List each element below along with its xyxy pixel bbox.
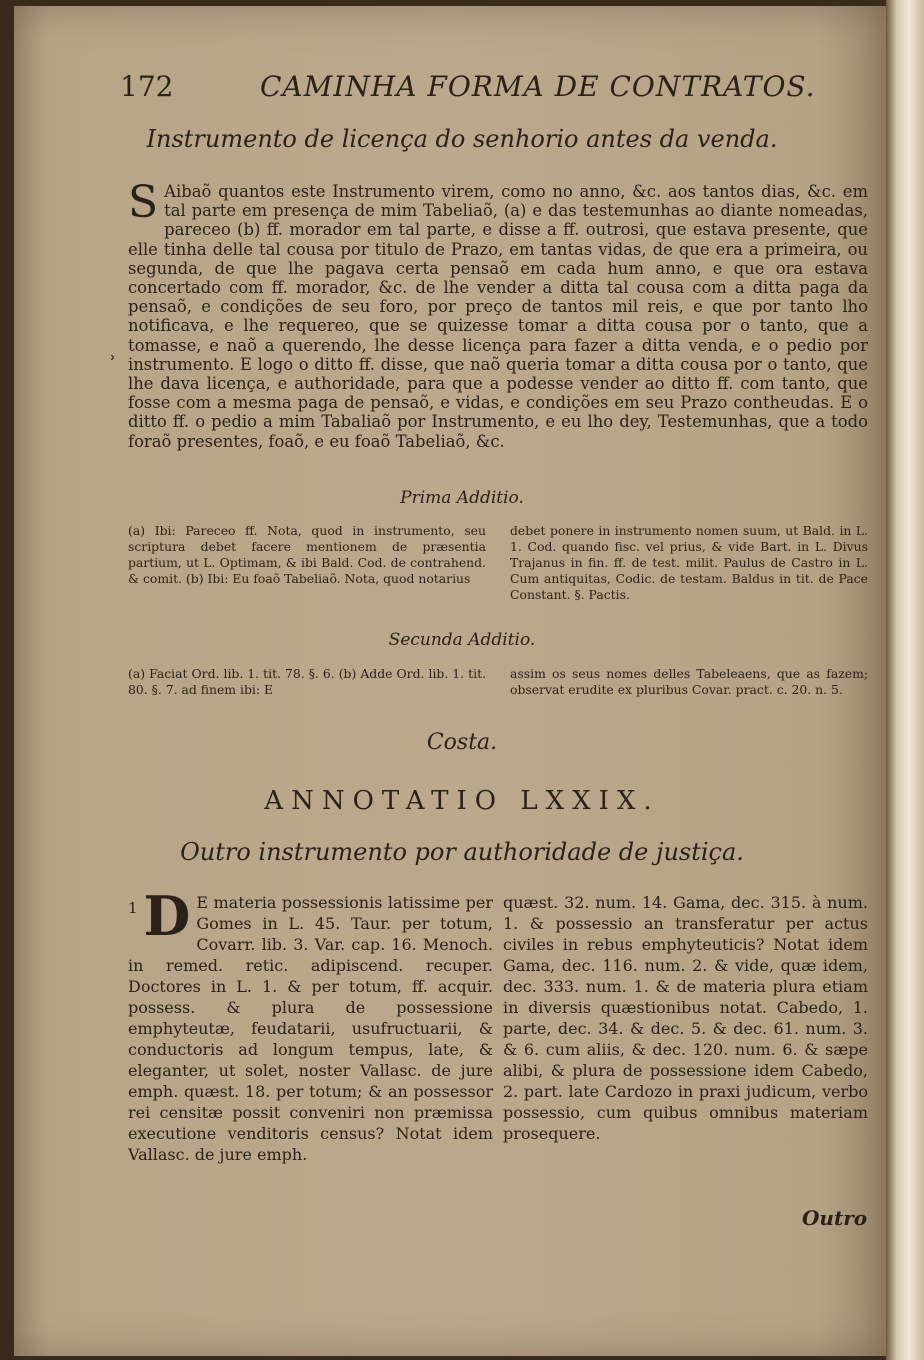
note-column-left: (a) Ibi: Pareceo ff. Nota, quod in instrumento, seu scriptura debet facere mentionem de præsentia partium, ut L. Optimam, & ibi Bald. Cod. de contrahend. & comit. (b) Ibi: Eu foaõ Tabeliaõ. Nota, quod notarius: [128, 523, 486, 586]
drop-capital: S: [128, 177, 159, 228]
annotatio-heading: ANNOTATIO LXXIX.: [264, 786, 660, 816]
drop-capital: D: [143, 884, 191, 948]
note-column-left: (a) Faciat Ord. lib. 1. tit. 78. §. 6. (b) Adde Ord. lib. 1. tit. 80. §. 7. ad finem ibi: E: [128, 666, 486, 697]
page-number: 172: [120, 70, 174, 103]
note-column-right: assim os seus nomes delles Tabeleaens, que as fazem; observat erudite ex pluribus Covar. pract. c. 20. n. 5.: [510, 666, 868, 697]
prima-additio: [128, 523, 868, 603]
annotation-text: [128, 884, 868, 1165]
note-column-right: debet ponere in instrumento nomen suum, ut Bald. in L. 1. Cod. quando fisc. vel prius, & vide Bart. in L. Divus Trajanus in fin. ff. de test. milit. Paulus de Castro in L. Cum antiquitas, Codic. de testam. Baldus in tit. de Pace Constant. §. Pactis.: [510, 523, 868, 602]
page-header: [120, 70, 860, 110]
page-edge: [886, 0, 924, 1360]
catchword: Outro: [802, 1206, 868, 1230]
text-column-right: quæst. 32. num. 14. Gama, dec. 315. à num. 1. & possessio an transferatur per actus civiles in rebus emphyteuticis? Notat idem Gama, dec. 116. num. 2. & vide, quæ idem, dec. 333. num. 1. & de materia plura etiam in diversis quæstionibus notat. Cabedo, 1. parte, dec. 34. & dec. 5. & dec. 61. num. 3. & 6. cum aliis, & dec. 120. num. 6. & sæpe alibi, & plura de possessione idem Cabedo, 2. part. late Cardozo in praxi judicum, verbo possessio, cum quibus omnibus materiam prosequere.: [503, 893, 868, 1143]
column-text: E materia possessionis latissime per Gomes in L. 45. Taur. per totum, Covarr. lib. 3. Var. cap. 16. Menoch. in remed. retic. adipiscend. recuper. Doctores in L. 1. & per totum, ff. acquir. possess. & plura de possessione emphyteutæ, feudatarii, usufructuarii, & conductoris ad longum tempus, late, & eleganter, ut solet, noster Vallasc. de jure emph. quæst. 18. per totum; & an possessor rei censitæ possit conveniri non præmissa executione venditoris census? Notat idem Vallasc. de jure emph.: [128, 893, 493, 1164]
running-head: CAMINHA FORMA DE CONTRATOS.: [260, 70, 816, 103]
instrument-text: [128, 177, 868, 451]
text-column-left: [128, 884, 493, 1165]
margin-mark: ˒: [110, 346, 117, 370]
secunda-additio-title: Secunda Additio.: [388, 630, 536, 650]
section-title-2: Outro instrumento por authoridade de justiça.: [180, 838, 744, 866]
paragraph-number: 1: [128, 899, 138, 917]
instrument-body: Aibaõ quantos este Instrumento virem, como no anno, &c. aos tantos dias, &c. em tal parte em presença de mim Tabeliaõ, (a) e das testemunhas ao diante nomeadas, pareceo (b) ff. morador em tal parte, e disse a ff. outrosi, que estava presente, que elle tinha delle tal cousa por titulo de Prazo, em tantas vidas, de que era a primeira, ou segunda, de que lhe pagava certa pensaõ em cada hum anno, e que ora estava concertado com ff. morador, &c. de lhe vender a ditta tal cousa com a ditta paga da pensaõ, e condições de seu foro, por preço de tantos mil reis, e que por tanto lho notificava, e lhe requereo, que se quizesse tomar a ditta cousa por o tanto, que a tomasse, e naõ a querendo, lhe desse licença para fazer a ditta venda, e o pedio por instrumento. E logo o ditto ff. disse, que naõ queria tomar a ditta cousa por o tanto, que lhe dava licença, e authoridade, para que a podesse vender ao ditto ff. com tanto, que fosse com a mesma paga de pensaõ, e vidas, e condições em seu Prazo contheudas. E o ditto ff. o pedio a mim Tabaliaõ por Instrumento, e eu lho dey, Testemunhas, que a todo foraõ presentes, foaõ, e eu foaõ Tabeliaõ, &c.: [128, 182, 868, 451]
prima-additio-title: Prima Additio.: [400, 488, 524, 508]
costa-heading: Costa.: [426, 730, 498, 755]
section-title: Instrumento de licença do senhorio antes da venda.: [146, 125, 778, 153]
secunda-additio: [128, 666, 868, 698]
